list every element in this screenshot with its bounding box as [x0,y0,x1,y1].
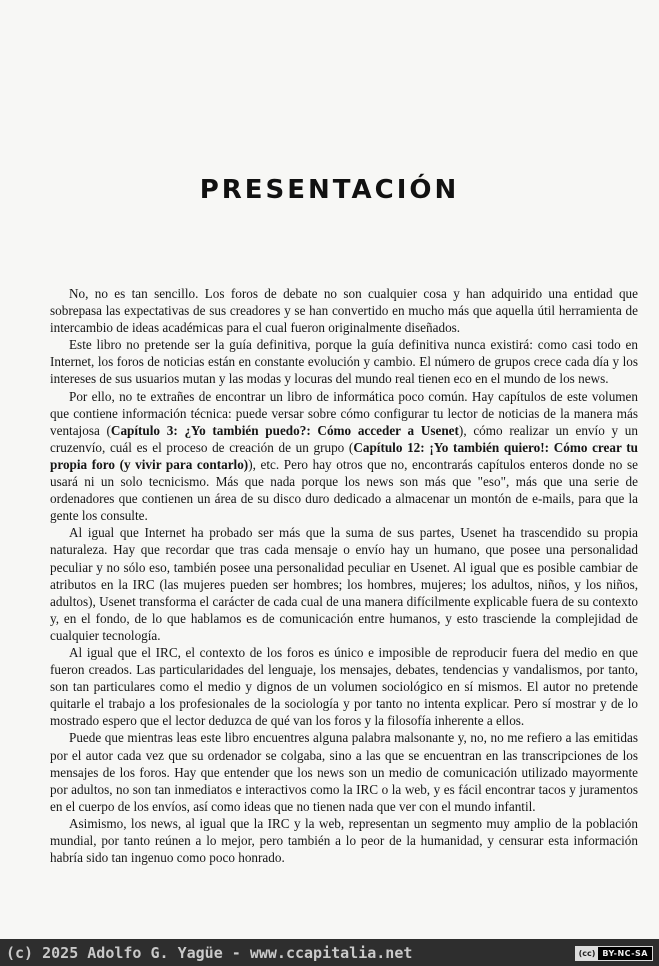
text-run: Asimismo, los news, al igual que la IRC y la web, representan un segmento muy amplio de la población mundial, por tanto reúnen a lo mejor, pero también a lo peor de la humanidad, y censurar esta información habría sido tan ingenuo como poco honrado. [50,815,638,866]
text-run: ), etc. Pero hay otros que no, encontrarás capítulos enteros donde no se usará ni un solo tecnicismo. Más que nada porque los news son más que "eso", más que una serie de ordenadores que contienen un área de su disco duro dedicado a almacenar un montón de e-mails, para que la gente los consulte. [50,456,638,524]
text-run: Este libro no pretende ser la guía definitiva, porque la guía definitiva nunca existirá: como casi todo en Internet, los foros de noticias están en constante evolución y cambio. El número de grupos crece cada día y los intereses de sus usuarios mutan y las modas y locuras del mundo real tienen eco en el mundo de los news. [50,337,638,387]
paragraph [50,285,638,336]
paragraph [50,815,638,866]
license-badge [575,946,653,961]
text-run: ), cómo realizar un envío y un cruzenvío, cuál es el proceso de creación de un grupo ( [50,422,638,455]
chapter-reference: Capítulo 3: ¿Yo también puedo?: Cómo acceder a Usenet [110,422,459,438]
cc-icon: (cc) [576,947,599,960]
text-run: No, no es tan sencillo. Los foros de debate no son cualquier cosa y han adquirido una entidad que sobrepasa las expectativas de sus creadores y se han convertido en mucho más que aquella útil herramienta de intercambio de ideas académicas para el cual fueron originalmente diseñados. [50,286,638,336]
page-title: PRESENTACIÓN [199,175,460,206]
license-terms: BY-NC-SA [598,947,652,960]
paragraph [50,644,638,729]
paragraph [50,524,638,644]
body-text [50,285,638,866]
text-run: Por ello, no te extrañes de encontrar un libro de informática poco común. Hay capítulos de este volumen que contiene información técnica: puede versar sobre cómo configurar tu lector de noticias de la manera más ventajosa ( [50,388,638,438]
text-run: Al igual que Internet ha probado ser más que la suma de sus partes, Usenet ha trascendido su propia naturaleza. Hay que recordar que tras cada mensaje o envío hay un humano, que posee una personalidad peculiar y no sólo eso, también posee una personalidad peculiar en Usenet. Al igual que es posible cambiar de atributos en la IRC (las mujeres pueden ser hombres; los hombres, mujeres; los adultos, niños, y los niños, adultos), Usenet transforma el carácter de cada cual de una manera difícilmente explicable fuera de su contexto y, en el fondo, de lo que hablamos es de comunicación entre humanos, y esto trasciende la complejidad de cualquier tecnología. [50,525,638,643]
paragraph [50,729,638,814]
paragraph [50,336,638,387]
chapter-reference: Capítulo 12: ¡Yo también quiero!: Cómo crear tu propia foro (y vivir para contarlo) [50,439,638,472]
copyright-notice: (c) 2025 Adolfo G. Yagüe - www.ccapitalia.net [6,944,413,962]
paragraph [50,388,638,525]
text-run: Puede que mientras leas este libro encuentres alguna palabra malsonante y, no, no me refiero a las emitidas por el autor cada vez que su ordenador se colgaba, sino a las que se encuentran en las transcripciones de los mensajes de los foros. Hay que entender que los news son un medio de comunicación utilizado mayormente por adultos, no son tan inmediatos e interactivos como la IRC o la web, y es fácil encontrar tacos y juramentos en el cuerpo de los envíos, así como ideas que no tienen nada que ver con el mundo infantil. [50,730,638,814]
text-run: Al igual que el IRC, el contexto de los foros es único e imposible de reproducir fuera del medio en que fueron creados. Las particularidades del lenguaje, los mensajes, debates, tendencias y vandalismos, por tanto, son tan particulares como el medio y dignos de un volumen sociológico en sí mismos. El autor no pretende quitarle el trabajo a los profesionales de la sociología y por tanto no intenta explicar. Pero sí mostrar y de lo mostrado espero que el lector deduzca de qué van los foros y la filosofía inherente a ellos. [50,644,638,729]
footer-bar [0,939,659,966]
